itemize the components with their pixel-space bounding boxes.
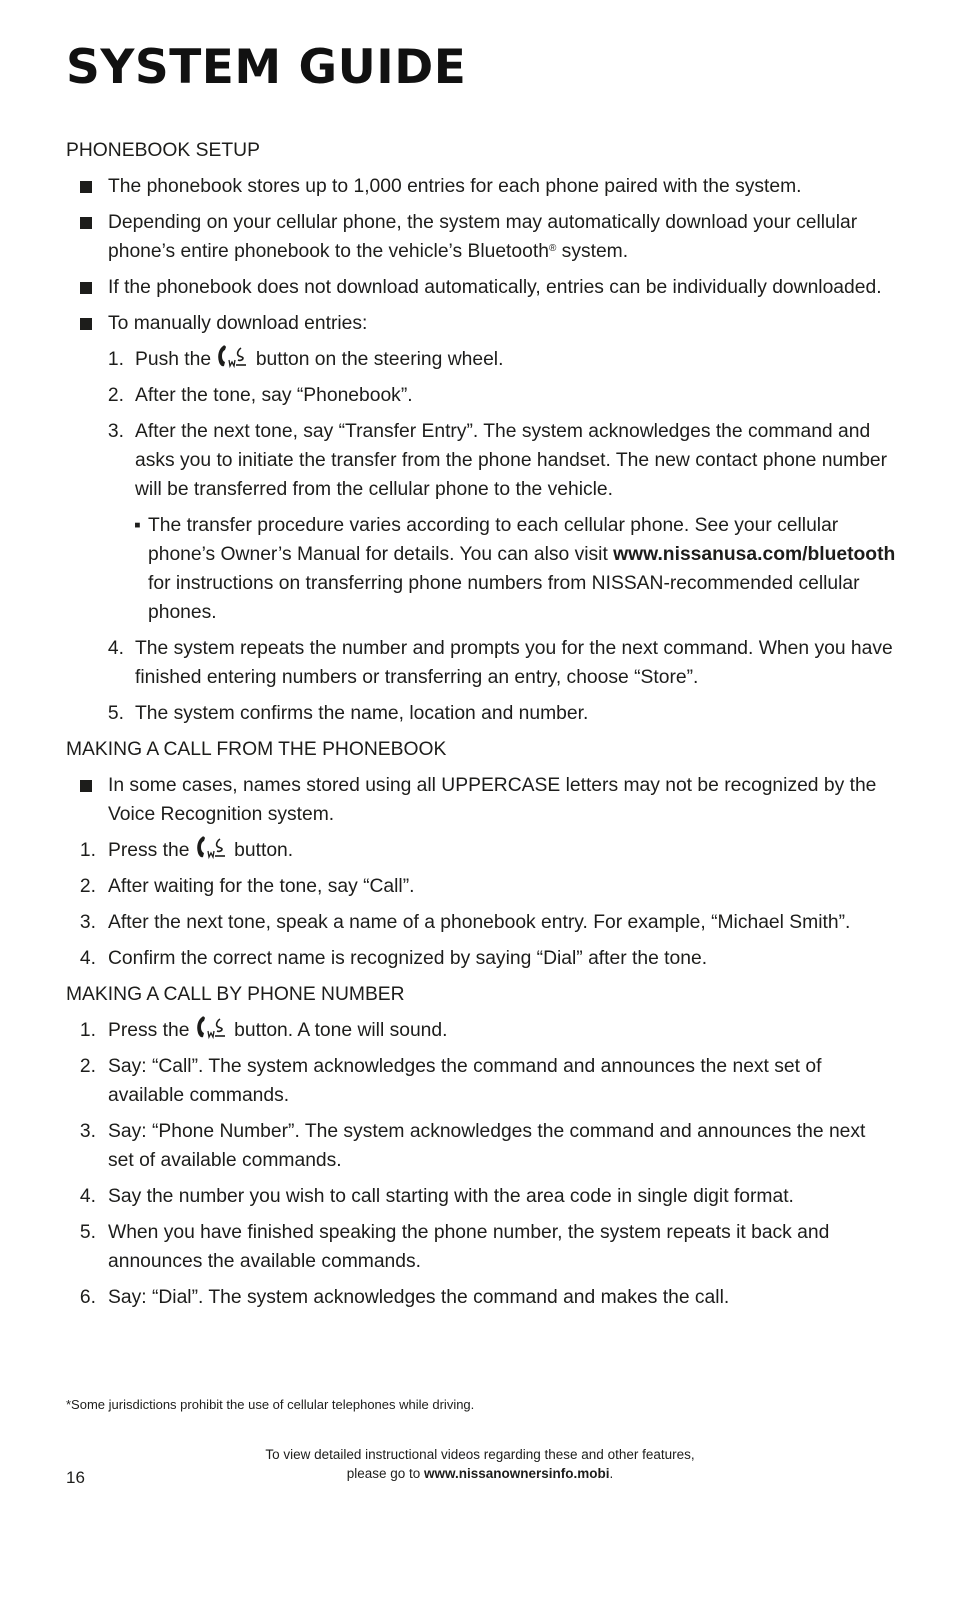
step-item [66,1218,896,1276]
step-text: The system confirms the name, location and number. [135,703,589,724]
section-heading-call-phonebook: MAKING A CALL FROM THE PHONEBOOK [66,739,447,760]
step-number: 1. [79,1020,96,1041]
bluetooth-url[interactable]: www.nissanusa.com/bluetooth [613,544,896,565]
phone-talk-icon [195,836,229,860]
bullet-square [80,780,92,792]
page-title: SYSTEM GUIDE [66,40,467,95]
step-item [66,381,896,410]
step-number: 6. [79,1287,96,1308]
step-number: 5. [79,1222,96,1243]
page-number: 16 [66,1468,85,1487]
bullet-item [66,172,896,201]
step-text-end: button on the steering wheel. [250,349,504,370]
sub-bullet-text-end: for instructions on transferring phone numbers from NISSAN-recommended cellular phones. [148,573,860,623]
bullet-text: If the phonebook does not download automatically, entries can be individually downloaded. [108,277,882,298]
step-text: After the next tone, say “Transfer Entry”. The system acknowledges the command and asks you to initiate the transfer from the phone handset. The new contact phone number will be transferred from the cellular phone to the vehicle. [135,421,888,500]
step-number: 4. [107,638,124,659]
footer [200,1445,760,1483]
step-number: 2. [107,385,124,406]
step-item [66,634,896,692]
bullet-square [80,181,92,193]
step-number: 3. [107,421,124,442]
footer-line-1: To view detailed instructional videos regarding these and other features, [265,1447,695,1462]
step-item [66,417,896,504]
step-text: After the tone, say “Phonebook”. [135,385,413,406]
bullet-item [66,273,896,302]
step-text: Say the number you wish to call starting with the area code in single digit format. [108,1186,794,1207]
bullet-item [66,309,896,338]
step-number: 4. [79,1186,96,1207]
step-text: Press the [108,840,195,861]
step-text: Say: “Call”. The system acknowledges the command and announces the next set of available commands. [108,1056,822,1106]
registered-mark: ® [548,243,557,254]
phone-talk-icon [216,345,250,369]
step-text: Push the [135,349,217,370]
footer-line-2 [200,1464,760,1483]
step-item [66,1283,896,1312]
step-item [66,1182,896,1211]
step-item [66,908,896,937]
step-number: 5. [107,703,124,724]
step-number: 2. [79,1056,96,1077]
step-text: After the next tone, speak a name of a phonebook entry. For example, “Michael Smith”. [108,912,851,933]
step-text: Say: “Phone Number”. The system acknowledges the command and announces the next set of available commands. [108,1121,866,1171]
bullet-item [66,208,896,266]
sub-bullet-text: The transfer procedure varies according to each cellular phone. See your cellular phone’s Owner’s Manual for details. You can also visit [148,515,839,565]
step-text-end: button. A tone will sound. [228,1020,448,1041]
step-item [66,699,896,728]
step-item [66,1052,896,1110]
footer-period: . [609,1466,614,1481]
bullet-text: To manually download entries: [108,313,368,334]
section-heading-phonebook-setup: PHONEBOOK SETUP [66,140,260,161]
step-number: 4. [79,948,96,969]
step-item [66,872,896,901]
sub-bullet-item [66,511,896,627]
phone-talk-icon [195,1016,229,1040]
step-number: 1. [79,840,96,861]
step-item [66,944,896,973]
step-item [66,1117,896,1175]
step-number: 3. [79,1121,96,1142]
owners-info-url[interactable]: www.nissanownersinfo.mobi [424,1466,610,1481]
sub-bullet-marker: ▪ [134,515,141,536]
step-text-end: button. [228,840,294,861]
step-number: 1. [107,349,124,370]
step-item [66,345,896,374]
step-item [66,836,896,865]
step-text: The system repeats the number and prompts you for the next command. When you have finished entering numbers or transferring an entry, choose “Store”. [135,638,893,688]
content [66,136,896,1319]
step-text: Say: “Dial”. The system acknowledges the command and makes the call. [108,1287,730,1308]
step-item [66,1016,896,1045]
step-text: Confirm the correct name is recognized by saying “Dial” after the tone. [108,948,708,969]
bullet-item [66,771,896,829]
bullet-text: In some cases, names stored using all UPPERCASE letters may not be recognized by the Voice Recognition system. [108,775,877,825]
step-text: After waiting for the tone, say “Call”. [108,876,415,897]
step-number: 2. [79,876,96,897]
footer-text: please go to [346,1466,424,1481]
bullet-square [80,318,92,330]
bullet-square [80,217,92,229]
step-text: When you have finished speaking the phone number, the system repeats it back and announces the available commands. [108,1222,830,1272]
bullet-text: The phonebook stores up to 1,000 entries for each phone paired with the system. [108,176,802,197]
footnote: *Some jurisdictions prohibit the use of cellular telephones while driving. [66,1397,475,1412]
section-heading-call-number: MAKING A CALL BY PHONE NUMBER [66,984,405,1005]
bullet-text: Depending on your cellular phone, the system may automatically download your cellular phone’s entire phonebook to the vehicle’s Bluetooth [108,212,858,262]
step-text: Press the [108,1020,195,1041]
step-number: 3. [79,912,96,933]
bullet-text-end: system. [556,241,629,262]
bullet-square [80,282,92,294]
